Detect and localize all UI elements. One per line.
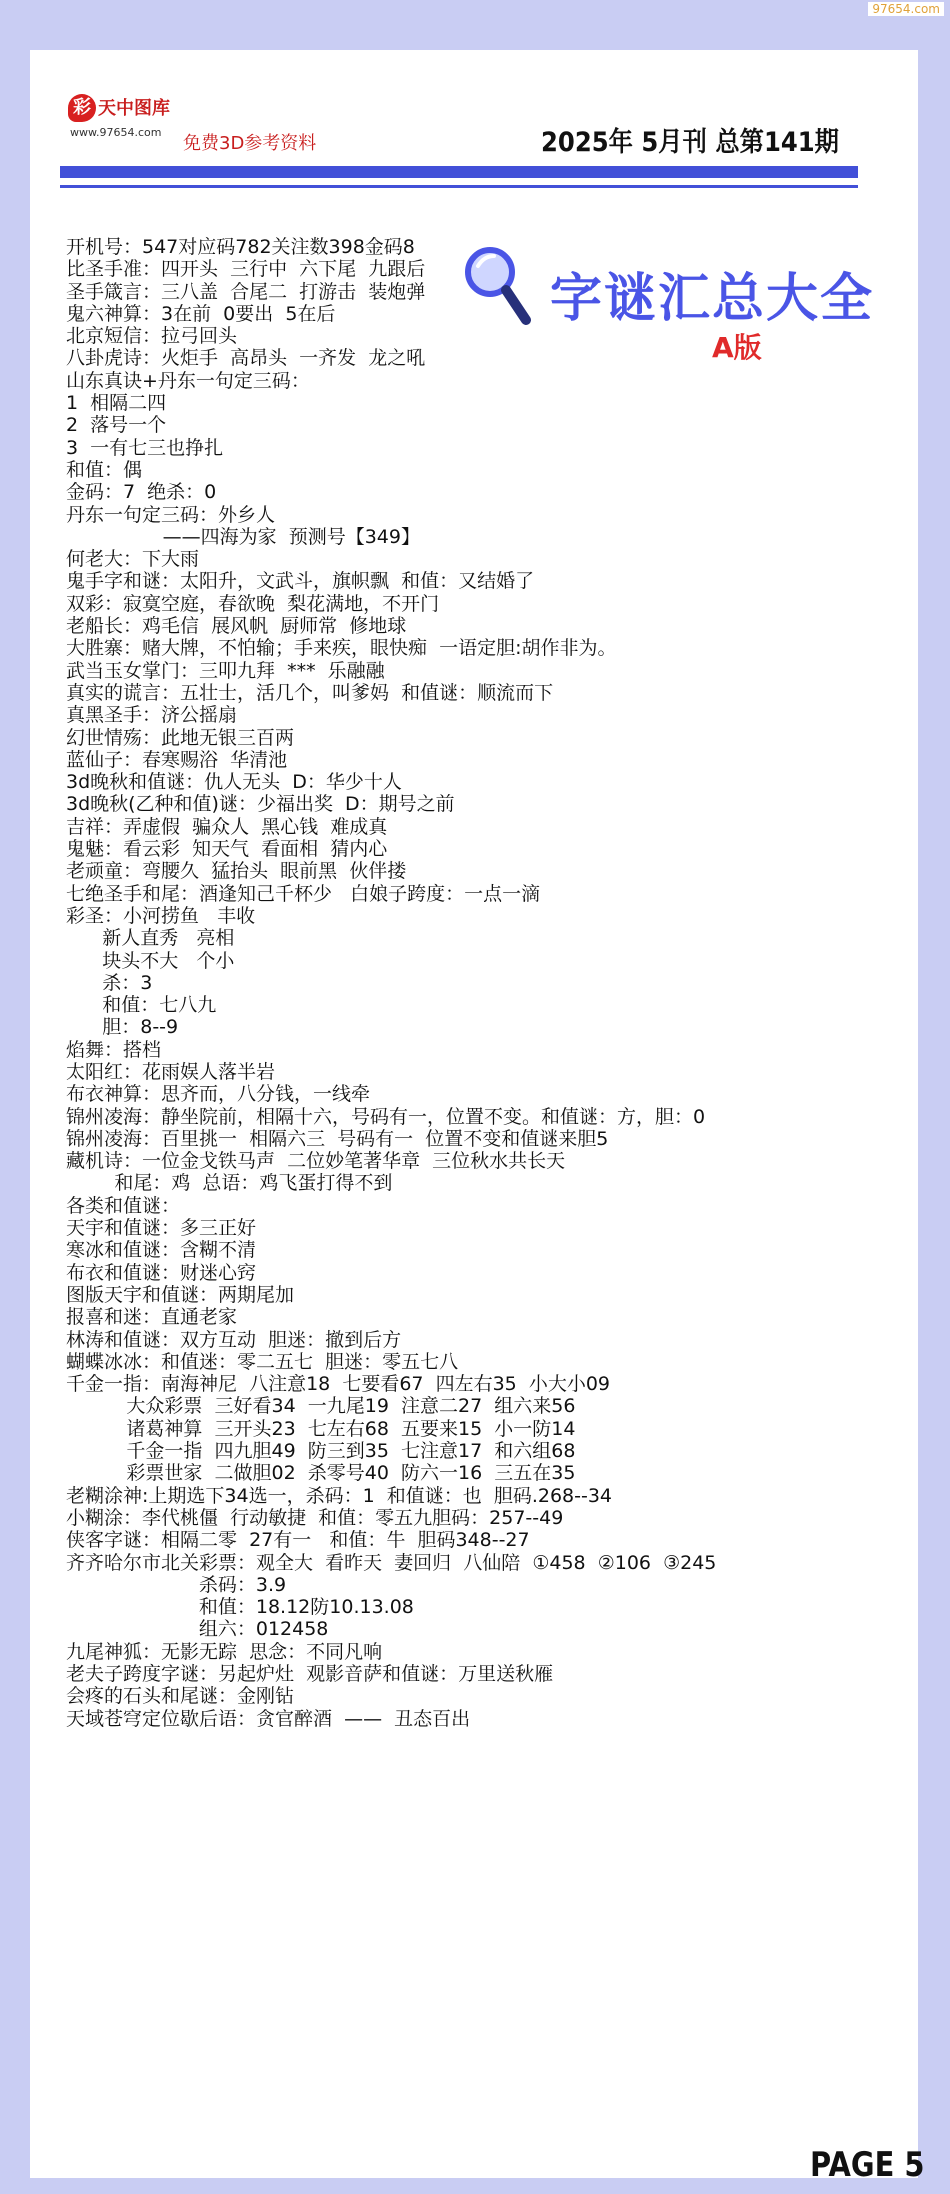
content-line: 鬼六神算：3在前 0要出 5在后 xyxy=(66,302,336,325)
content-line: 千金一指 四九胆49 防三到35 七注意17 和六组68 xyxy=(66,1440,576,1463)
content-line: 焰舞：搭档 xyxy=(66,1038,162,1061)
content-line: 天宇和值谜：多三正好 xyxy=(66,1217,257,1240)
content-line: 组六：012458 xyxy=(66,1618,329,1641)
content-line: 锦州凌海：百里挑一 相隔六三 号码有一 位置不变和值谜来胆5 xyxy=(66,1127,609,1150)
content-line: 小糊涂：李代桃僵 行动敏捷 和值：零五九胆码：257--49 xyxy=(66,1506,564,1529)
content-line: 丹东一句定三码：外乡人 xyxy=(66,503,276,526)
content-line: 蝴蝶冰冰：和值迷：零二五七 胆迷：零五七八 xyxy=(66,1350,459,1373)
content-line: 大胜寨：赌大牌，不怕输；手来疾，眼快痴 一语定胆:胡作非为。 xyxy=(66,637,617,660)
site-domain-tag[interactable]: 97654.com xyxy=(868,2,944,16)
logo-mark-icon: 彩 xyxy=(68,94,96,122)
content-line: 八卦虎诗：火炬手 高昂头 一齐发 龙之吼 xyxy=(66,347,426,370)
content-line: 七绝圣手和尾：酒逢知己千杯少 白娘子跨度：一点一滴 xyxy=(66,882,541,905)
content-line: 和值：偶 xyxy=(66,458,143,481)
content-line: 彩票世家 二做胆02 杀零号40 防六一16 三五在35 xyxy=(66,1462,576,1485)
content-line: 诸葛神算 三开头23 七左右68 五要来15 小一防14 xyxy=(66,1417,576,1440)
content-line: 鬼魅：看云彩 知天气 看面相 猜内心 xyxy=(66,838,388,861)
content-line: 真黑圣手：济公摇扇 xyxy=(66,704,238,727)
content-line: 吉祥：弄虚假 骗众人 黑心钱 难成真 xyxy=(66,815,388,838)
riddle-list xyxy=(66,236,826,1730)
content-line: 老糊涂神:上期选下34选一，杀码：1 和值谜：也 胆码.268--34 xyxy=(66,1484,613,1507)
content-line: 山东真诀+丹东一句定三码： xyxy=(66,369,310,392)
content-line: 圣手箴言：三八盖 合尾二 打游击 装炮弹 xyxy=(66,280,426,303)
logo-name: 天中图库 xyxy=(98,98,170,119)
content-line: 图版天宇和值谜：两期尾加 xyxy=(66,1283,295,1306)
page-subtitle: A版 xyxy=(712,331,762,364)
content-line: 报喜和迷：直通老家 xyxy=(66,1306,238,1329)
content-line: 林涛和值谜：双方互动 胆迷：撤到后方 xyxy=(66,1328,402,1351)
content-line: 幻世情殇：此地无银三百两 xyxy=(66,726,295,749)
content-line: 比圣手准：四开头 三行中 六下尾 九跟后 xyxy=(66,258,426,281)
content-line: 老夫子跨度字谜：另起炉灶 观影音萨和值谜：万里送秋雁 xyxy=(66,1663,554,1685)
content-line: 会疼的石头和尾谜：金刚钻 xyxy=(66,1685,295,1708)
page-title: 字谜汇总大全 xyxy=(550,269,875,329)
content-line: 老顽童：弯腰久 猛抬头 眼前黑 伙伴搂 xyxy=(66,860,407,883)
content-line: 金码：7 绝杀：0 xyxy=(66,481,217,504)
content-line: 彩圣：小河捞鱼 丰收 xyxy=(66,904,256,927)
content-line: 3d晚秋和值谜：仇人无头 D：华少十人 xyxy=(66,771,402,794)
logo-url: www.97654.com xyxy=(70,126,162,139)
free-reference-label: 免费3D参考资料 xyxy=(183,133,317,154)
content-line: 和尾：鸡 总语：鸡飞蛋打得不到 xyxy=(66,1172,393,1195)
brand-logo[interactable] xyxy=(68,94,182,138)
page-number: PAGE 5 xyxy=(810,2145,925,2185)
document-page xyxy=(30,50,925,2185)
content-line: 杀码：3.9 xyxy=(66,1573,287,1596)
content-line: 和值：18.12防10.13.08 xyxy=(66,1596,414,1619)
content-line: 太阳红：花雨娱人落半岩 xyxy=(66,1060,276,1083)
content-line: 九尾神狐：无影无踪 思念：不同凡响 xyxy=(66,1640,383,1663)
content-line: 3 一有七三也挣扎 xyxy=(66,436,224,459)
content-line: 何老大：下大雨 xyxy=(66,548,200,571)
content-line: 锦州凌海：静坐院前，相隔十六，号码有一，位置不变。和值谜：方，胆：0 xyxy=(66,1105,706,1128)
content-line: 双彩：寂寞空庭，春欲晚 梨花满地，不开门 xyxy=(66,592,440,615)
content-line: 大众彩票 三好看34 一九尾19 注意二27 组六来56 xyxy=(66,1395,576,1418)
content-line: 开机号：547对应码782关注数398金码8 xyxy=(66,236,415,258)
content-line: 武当玉女掌门：三叩九拜 *** 乐融融 xyxy=(66,659,385,682)
content-line: 真实的谎言：五壮士，活几个，叫爹妈 和值谜：顺流而下 xyxy=(66,681,554,704)
content-line: 块头不大 个小 xyxy=(66,949,235,972)
content-line: 蓝仙子：春寒赐浴 华清池 xyxy=(66,748,288,771)
content-line: 和值：七八九 xyxy=(66,994,217,1017)
content-line: 藏机诗：一位金戈铁马声 二位妙笔著华章 三位秋水共长天 xyxy=(66,1150,566,1173)
content-line: 2 落号一个 xyxy=(66,414,167,437)
content-line: 侠客字谜：相隔二零 27有一 和值：牛 胆码348--27 xyxy=(66,1529,530,1552)
issue-info: 2025年 5月刊 总第141期 xyxy=(541,127,839,158)
content-line: 千金一指：南海神尼 八注意18 七要看67 四左右35 小大小09 xyxy=(66,1373,611,1396)
content-line: 老船长：鸡毛信 展风帆 厨师常 修地球 xyxy=(66,615,407,638)
content-line: 3d晚秋(乙种和值)谜：少福出奖 D：期号之前 xyxy=(66,793,455,816)
content-line: 齐齐哈尔市北关彩票：观全大 看昨天 妻回归 八仙陪 ①458 ②106 ③245 xyxy=(66,1551,717,1574)
content-line: 胆：8--9 xyxy=(66,1016,179,1039)
content-line: ——四海为家 预测号【349】 xyxy=(66,525,420,548)
content-line: 杀：3 xyxy=(66,971,153,994)
content-line: 各类和值谜： xyxy=(66,1194,181,1217)
content-line: 布衣神算：思齐而，八分钱，一线牵 xyxy=(66,1083,371,1106)
content-line: 新人直秀 亮相 xyxy=(66,927,235,950)
header-divider-thin xyxy=(60,185,858,188)
content-line: 天域苍穹定位歇后语：贪官醉酒 —— 丑态百出 xyxy=(66,1707,471,1730)
content-line: 寒冰和值谜：含糊不清 xyxy=(66,1239,257,1262)
content-line: 1 相隔二四 xyxy=(66,392,167,415)
content-line: 鬼手字和谜：太阳升，文武斗，旗帜飘 和值：又结婚了 xyxy=(66,570,535,593)
header-divider-thick xyxy=(60,166,858,178)
content-line: 北京短信：拉弓回头 xyxy=(66,325,238,348)
content-line: 布衣和值谜：财迷心窍 xyxy=(66,1261,257,1284)
